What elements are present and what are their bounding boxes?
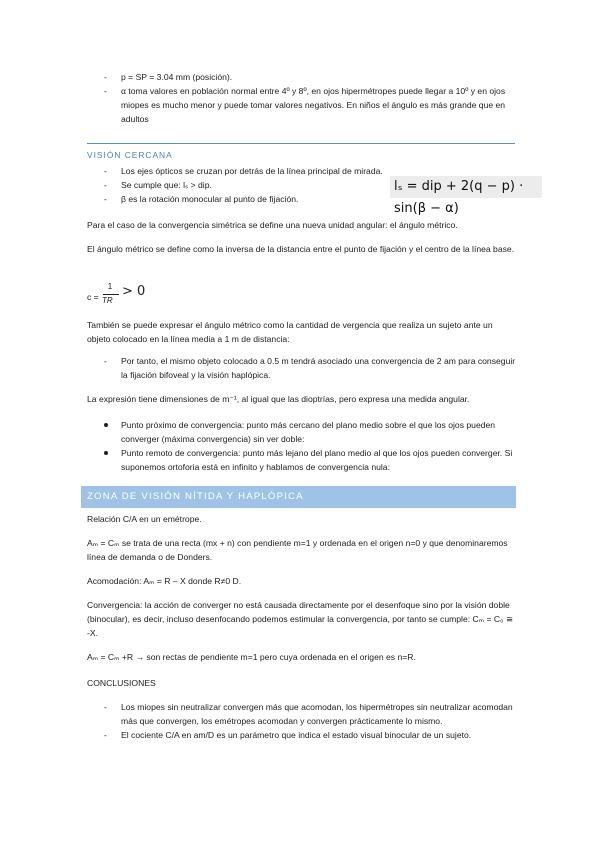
- bullet-dot: [104, 423, 108, 427]
- list-item-text: α toma valores en población normal entre 4º y 8º, en ojos hipermétropes puede llegar a 10º y en ojos miopes es mucho menor y puede tomar valores negativos. En niños el ángulo es más grande que en adultos: [121, 86, 506, 124]
- paragraph: Aₘ = Cₘ +R → son rectas de pendiente m=1 pero cuya ordenada en el origen es n=R.: [87, 652, 416, 662]
- list-item-text: Punto remoto de convergencia: punto más lejano del plano medio al que los ojos pueden converger. Si suponemos ortoforia está en infinito y hablamos de convergencia nula:: [121, 448, 513, 472]
- formula-relation: > 0: [122, 284, 146, 299]
- dash-marker: -: [104, 356, 107, 366]
- dash-marker: -: [104, 72, 107, 82]
- list-item-text: Se cumple que: lₛ > dip.: [121, 180, 212, 190]
- dash-marker: -: [104, 166, 107, 176]
- list-item-text: p = SP = 3.04 mm (posición).: [121, 72, 233, 82]
- metric-angle-formula: [87, 280, 167, 310]
- list-item-text: β es la rotación monocular al punto de fijación.: [121, 194, 299, 204]
- formula-image: lₛ = dip + 2(q − p) · sin(β − α): [390, 176, 542, 198]
- dash-marker: -: [104, 702, 107, 712]
- dash-marker: -: [104, 730, 107, 740]
- paragraph: También se puede expresar el ángulo métrico como la cantidad de vergencia que realiza un sujeto ante un objeto colocado en la línea media a 1 m de distancia:: [87, 320, 493, 344]
- paragraph: El ángulo métrico se define como la inversa de la distancia entre el punto de fijación y el centro de la línea base.: [87, 244, 515, 254]
- paragraph: Convergencia: la acción de converger no está causada directamente por el desenfoque sino por la visión doble (binocular), es decir, incluso desenfocando podemos estimular la convergencia, por tanto se cumple: Cₘ = C₀ ≅ -X.: [87, 600, 514, 638]
- dash-marker: -: [104, 194, 107, 204]
- section-heading: VISIÓN CERCANA: [87, 143, 515, 162]
- dash-marker: -: [104, 180, 107, 190]
- list-item-text: Los miopes sin neutralizar convergen más que acomodan, los hipermétropes sin neutralizar acomodan más que convergen, los emétropes acomodan y convergen prácticamente lo mismo.: [121, 702, 513, 726]
- formula-denominator: TR: [102, 296, 113, 305]
- list-item-text: Punto próximo de convergencia: punto más cercano del plano medio sobre el que los ojos pueden converger (máxima convergencia) sin ver doble:: [121, 420, 496, 444]
- paragraph: La expresión tiene dimensiones de m⁻¹, al igual que las dioptrías, pero expresa una medida angular.: [87, 394, 470, 404]
- list-item-text: Los ejes ópticos se cruzan por detrás de la línea principal de mirada.: [121, 166, 383, 176]
- section-banner: ZONA DE VISIÓN NÍTIDA Y HAPLÓPICA: [81, 486, 516, 508]
- list-item-text: El cociente C/A en am/D es un parámetro que indica el estado visual binocular de un sujeto.: [121, 730, 472, 740]
- paragraph: Acomodación: Aₘ = R – X donde R≠0 D.: [87, 576, 242, 586]
- paragraph: Aₘ = Cₘ se trata de una recta (mx + n) con pendiente m=1 y ordenada en el origen n=0 y que denominaremos línea de demanda o de Donders.: [87, 538, 508, 562]
- formula-numerator: 1: [107, 282, 113, 291]
- dash-marker: -: [104, 86, 107, 96]
- list-item-text: Por tanto, el mismo objeto colocado a 0.5 m tendrá asociado una convergencia de 2 am para conseguir la fijación bifoveal y la visión haplópica.: [121, 356, 516, 380]
- conclusions-heading: CONCLUSIONES: [87, 678, 156, 688]
- paragraph: Para el caso de la convergencia simétrica se define una nueva unidad angular: el ángulo métrico.: [87, 220, 458, 230]
- formula-lhs: c =: [87, 292, 99, 302]
- bullet-dot: [104, 451, 108, 455]
- paragraph: Relación C/A en un emétrope.: [87, 514, 202, 524]
